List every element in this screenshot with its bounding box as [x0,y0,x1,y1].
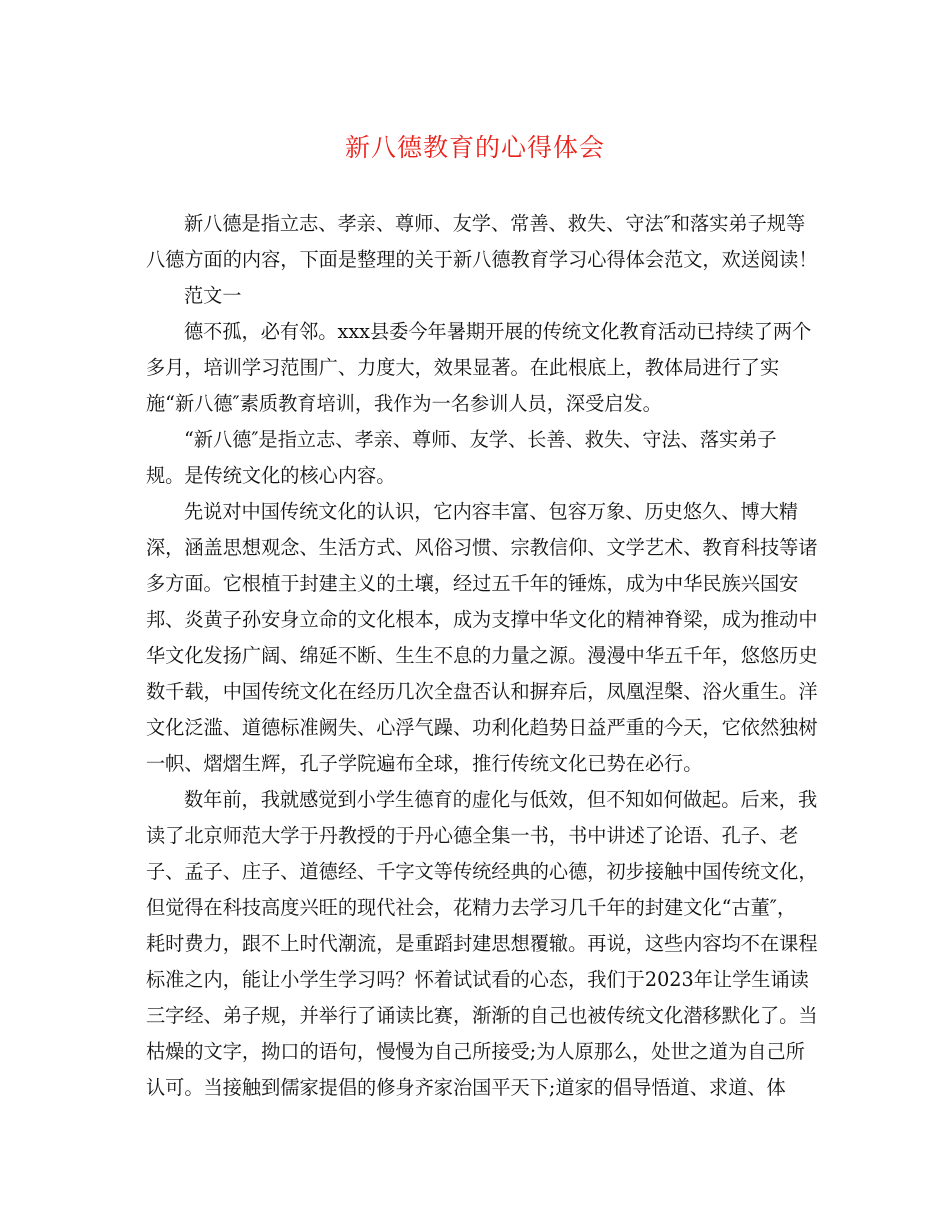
text-line: 标准之内，能让小学生学习吗？怀着试试看的心态，我们于2023年让学生诵读 [146,968,809,991]
text-line: 三字经、弟子规，并举行了诵读比赛，渐渐的自己也被传统文化潜移默化了。当 [146,1004,818,1027]
text-line: 文化泛滥、道德标准阙失、心浮气躁、功利化趋势日益严重的今天，它依然独树 [146,716,818,739]
text-line: 华文化发扬广阔、绵延不断、生生不息的力量之源。漫漫中华五千年，悠悠历史 [146,644,818,667]
text-line: 邦、炎黄子孙安身立命的文化根本，成为支撑中华文化的精神脊梁，成为推动中 [146,608,818,631]
text-line: 多月，培训学习范围广、力度大，效果显著。在此根底上，教体局进行了实 [146,356,780,379]
text-line: 枯燥的文字，拗口的语句，慢慢为自己所接受;为人原那么，处世之道为自己所 [146,1040,805,1063]
text-line: 数年前，我就感觉到小学生德育的虚化与低效，但不知如何做起。后来，我 [184,788,818,811]
text-line: 深，涵盖思想观念、生活方式、风俗习惯、宗教信仰、文学艺术、教育科技等诸 [146,536,818,559]
text-line: 耗时费力，跟不上时代潮流，是重蹈封建思想覆辙。再说，这些内容均不在课程 [146,932,818,955]
document-body [146,206,818,1106]
text-line: 施“新八德″素质教育培训，我作为一名参训人员，深受启发。 [146,392,662,415]
text-line: 多方面。它根植于封建主义的土壤，经过五千年的锤炼，成为中华民族兴国安 [146,572,799,595]
text-line: “新八德″是指立志、孝亲、尊师、友学、长善、救失、守法、落实弟子 [184,428,777,451]
text-line: 数千载，中国传统文化在经历几次全盘否认和摒弃后，凤凰涅槃、浴火重生。洋 [146,680,818,703]
text-line: 德不孤，必有邻。xxx县委今年暑期开展的传统文化教育活动已持续了两个 [184,320,812,343]
text-line: 新八德是指立志、孝亲、尊师、友学、常善、救失、守法″和落实弟子规等 [184,212,806,235]
text-line: 子、孟子、庄子、道德经、千字文等传统经典的心德，初步接触中国传统文化， [146,860,818,883]
text-line: 但觉得在科技高度兴旺的现代社会，花精力去学习几千年的封建文化“古董″， [146,896,797,919]
text-line: 八德方面的内容，下面是整理的关于新八德教育学习心得体会范文，欢送阅读！ [146,248,818,271]
text-line: 认可。当接触到儒家提倡的修身齐家治国平天下;道家的倡导悟道、求道、体 [146,1076,786,1099]
document-title: 新八德教育的心得体会 [344,133,605,162]
section-heading: 范文一 [184,284,242,307]
text-line: 先说对中国传统文化的认识，它内容丰富、包容万象、历史悠久、博大精 [184,500,798,523]
text-line: 一帜、熠熠生辉，孔子学院遍布全球，推行传统文化已势在必行。 [146,752,703,775]
text-line: 读了北京师范大学于丹教授的于丹心德全集一书，书中讲述了论语、孔子、老 [146,824,799,847]
text-line: 规。是传统文化的核心内容。 [146,464,396,487]
